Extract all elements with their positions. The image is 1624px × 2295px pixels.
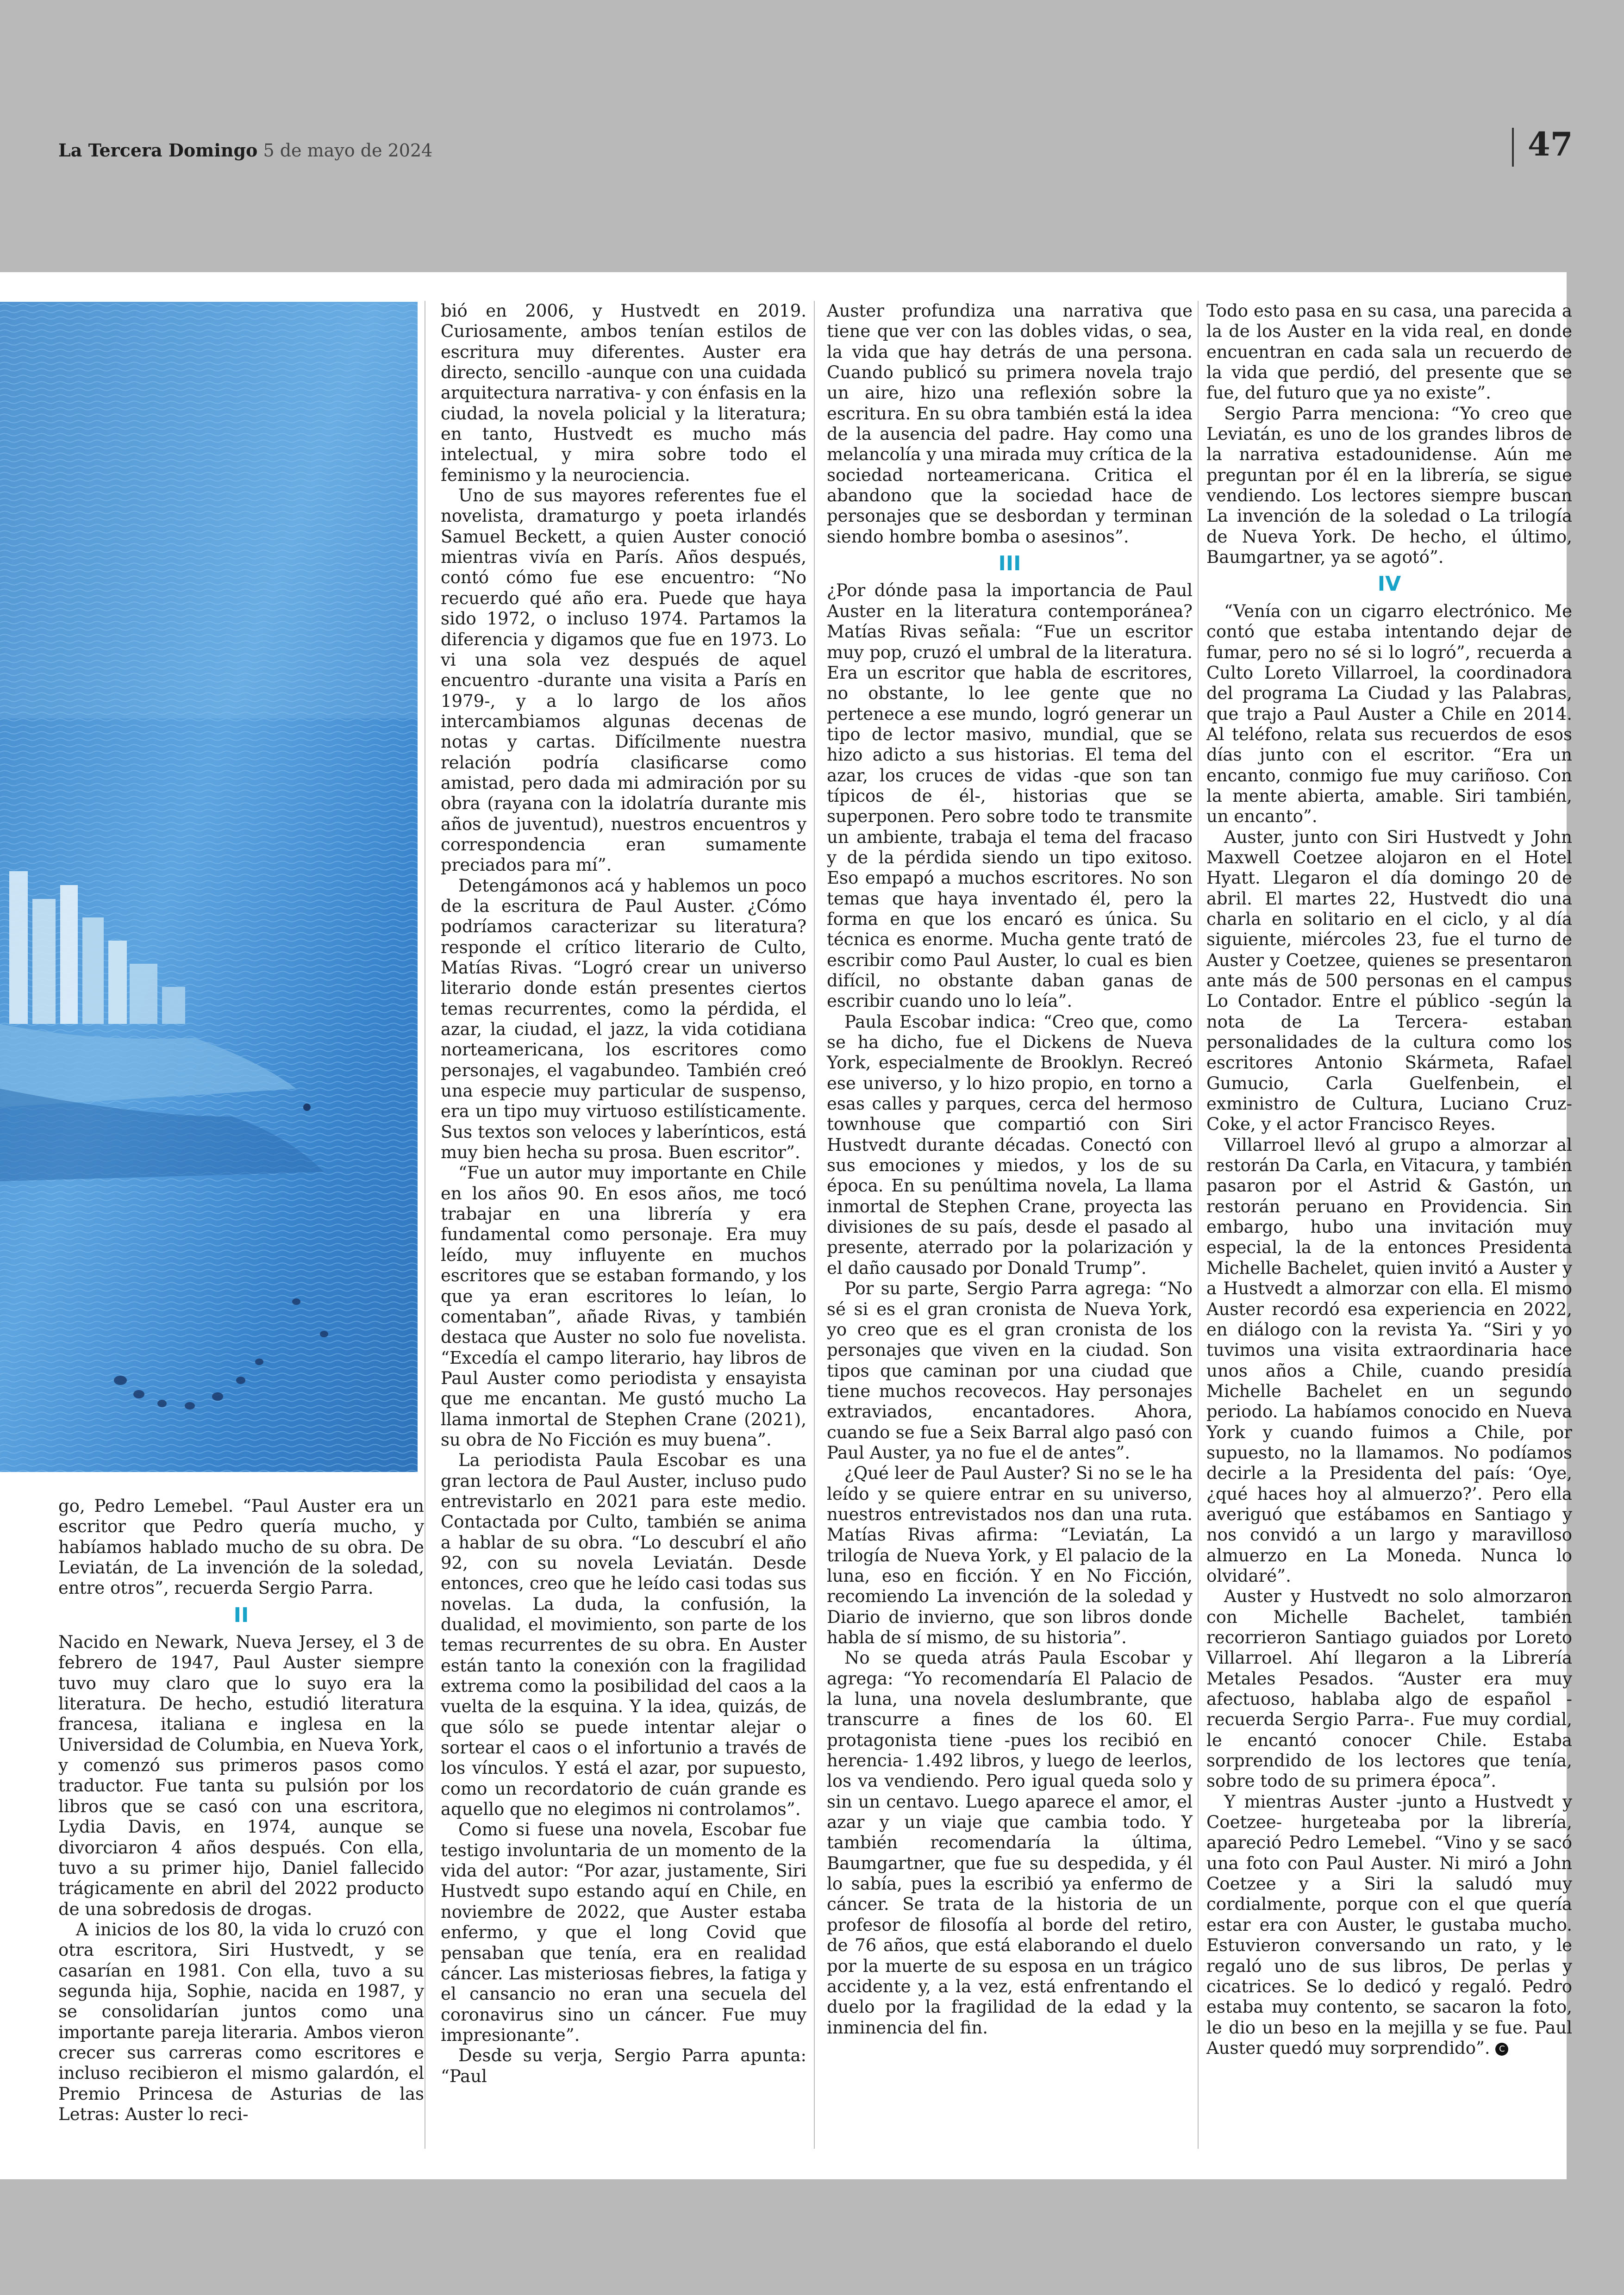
article-paragraph: Por su parte, Sergio Parra agrega: “No sé si es el gran cronista de Nueva York, yo creo que es el gran cronista de los personajes que viven en la ciudad. Son tipos que caminan por una ciudad que tiene muchos recovecos. Hay personajes extraviados, encantadores. Ahora, cuando se fue a Seix Barral algo pasó con Paul Auster, ya no fue el de antes”. [827,1278,1193,1463]
article-paragraph: La periodista Paula Escobar es una gran lectora de Paul Auster, incluso pudo entrevistarlo en 2021 para este medio. Contactada por Culto, también se anima a hablar de su obra. “Lo descubrí el año 92, con su novela Leviatán. Desde entonces, creo que he leído casi todas sus novelas. La duda, la confusión, la dualidad, el movimiento, son parte de los temas recurrentes de su obra. En Auster están tanto la conexión con la fragilidad extrema como la posibilidad del caos a la vuelta de la esquina. Y la idea, quizás, de que sólo se puede intentar alejar o sortear el caos o el infortunio a través de los vínculos. Y está el azar, por supuesto, como un recordatorio de cuán grande es aquello que no elegimos ni controlamos”. [441,1450,806,1820]
article-paragraph: Todo esto pasa en su casa, una parecida a la de los Auster en la vida real, en donde encuentran en cada sala un recuerdo de la vida que perdió, del presente que se fue, del futuro que ya no existe”. [1206,301,1572,403]
publication-header [58,140,432,161]
article-paragraph: “Fue un autor muy importante en Chile en los años 90. En esos años, me tocó trabajar en una librería y era fundamental como personaje. Era muy leído, muy influyente en muchos escritores que se estaban formando, y los que ya eran escritores lo leían, lo comentaban”, añade Rivas, y también destaca que Auster no solo fue novelista. “Excedía el campo literario, hay libros de Paul Auster como periodista y ensayista que me encantan. Me gustó mucho La llama inmortal de Stephen Crane (2021), su obra de No Ficción es muy buena”. [441,1163,806,1450]
city-skyline-illustration [0,302,418,1472]
article-paragraph: Villarroel llevó al grupo a almorzar al restorán Da Carla, en Vitacura, y también pasaron por el Astrid & Gastón, un restorán peruano en Providencia. Sin embargo, hubo una invitación muy especial, la de la entonces Presidenta Michelle Bachelet, quien invitó a Auster y a Hustvedt a almorzar con ella. El mismo Auster recordó esa experiencia en 2022, en diálogo con la revista Ya. “Siri y yo tuvimos una visita extraordinaria hace unos años a Chile, cuando presidía Michelle Bachelet en un segundo periodo. La habíamos conocido en Nueva York y cuando fuimos a Chile, por supuesto, no la llamamos. No podíamos decirle a la Presidenta del país: ‘Oye, ¿qué haces hoy al almuerzo?’. Pero ella averiguó que estábamos en Santiago y nos convidó a un largo y maravilloso almuerzo en La Moneda. Nunca lo olvidaré”. [1206,1135,1572,1586]
article-paragraph: go, Pedro Lemebel. “Paul Auster era un escritor que Pedro quería mucho, y habíamos hablado mucho de su obra. De Leviatán, de La invención de la soledad, entre otros”, recuerda Sergio Parra. [58,1496,424,1598]
article-paragraph: bió en 2006, y Hustvedt en 2019. Curiosamente, ambos tenían estilos de escritura muy diferentes. Auster era directo, sencillo -aunque con una cuidada arquitectura narrativa- y con énfasis en la ciudad, la novela policial y la literatura; en tanto, Hustvedt es mucho más intelectual, y mira sobre todo el feminismo y la neurociencia. [441,301,806,485]
article-paragraph: ¿Qué leer de Paul Auster? Si no se le ha leído y se quiere entrar en su universo, nuestros entrevistados nos dan una ruta. Matías Rivas afirma: “Leviatán, La trilogía de Nueva York, y El palacio de la luna, eso en ficción. Y en No Ficción, recomiendo La invención de la soledad y Diario de invierno, que son libros donde habla de sí mismo, de su historia”. [827,1463,1193,1647]
article-paragraph: Uno de sus mayores referentes fue el novelista, dramaturgo y poeta irlandés Samuel Beckett, a quien Auster conoció mientras vivía en París. Años después, contó cómo fue ese encuentro: “No recuerdo qué año era. Puede que haya sido 1972, o incluso 1974. Partamos la diferencia y digamos que fue en 1973. Lo vi una sola vez después de aquel encuentro -durante una visita a París en 1979-, y a lo largo de los años intercambiamos algunas decenas de notas y cartas. Difícilmente nuestra relación podría clasificarse como amistad, pero dada mi admiración por su obra (rayana con la idolatría durante mis años de juventud), nuestros encuentros y correspondencia eran sumamente preciados para mí”. [441,486,806,875]
article-paragraph: Auster y Hustvedt no solo almorzaron con Michelle Bachelet, también recorrieron Santiago guiados por Loreto Villarroel. Ahí llegaron a la Librería Metales Pesados. “Auster era muy afectuoso, hablaba algo de español -recuerda Sergio Parra-. Fue muy cordial, le encantó conocer Chile. Estaba sorprendido de los lectores que tenía, sobre todo de su primera época”. [1206,1586,1572,1791]
article-paragraph: Auster, junto con Siri Hustvedt y John Maxwell Coetzee alojaron en el Hotel Hyatt. Llegaron el día domingo 20 de abril. El martes 22, Hustvedt dio una charla en solitario en el ciclo, y al día siguiente, miércoles 23, fue el turno de Auster y Coetzee, quienes se presentaron ante más de 500 personas en el campus Lo Contador. Entre el público -según la nota de La Tercera- estaban personalidades de la cultura como los escritores Antonio Skármeta, Rafael Gumucio, Carla Guelfenbein, el exministro de Cultura, Luciano Cruz-Coke, y el actor Francisco Reyes. [1206,827,1572,1135]
article-paragraph: Nacido en Newark, Nueva Jersey, el 3 de febrero de 1947, Paul Auster siempre tuvo muy claro que lo suyo era la literatura. De hecho, estudió literatura francesa, italiana e inglesa en la Universidad de Columbia, en Nueva York, y comenzó sus primeros pasos como traductor. Fue tanta su pulsión por los libros que se casó con una escritora, Lydia Davis, en 1974, aunque se divorciaron 4 años después. Con ella, tuvo a su primer hijo, Daniel fallecido trágicamente en abril del 2022 producto de una sobredosis de drogas. [58,1632,424,1919]
article-paragraph: A inicios de los 80, la vida lo cruzó con otra escritora, Siri Hustvedt, y se casarían en 1981. Con ella, tuvo a su segunda hija, Sophie, nacida en 1987, y se consolidarían juntos como una importante pareja literaria. Ambos vieron crecer sus carreras como escritores e incluso recibieron el mismo galardón, el Premio Princesa de Asturias de las Letras: Auster lo reci- [58,1919,424,2124]
article-paragraph: Paula Escobar indica: “Creo que, como se ha dicho, fue el Dickens de Nueva York, especialmente de Brooklyn. Recreó ese universo, y lo hizo propio, en torno a esas calles y parques, cerca del hermoso townhouse que compartió con Siri Hustvedt durante décadas. Conectó con sus emociones y miedos, y los de su época. En su penúltima novela, La llama inmortal de Stephen Crane, proyecta las divisiones de su país, desde el pasado al presente, aterrado por la polarización y el daño causado por Donald Trump”. [827,1011,1193,1278]
header-divider [1512,128,1514,167]
end-of-article-icon: C [1495,2043,1508,2056]
article-paragraph: No se queda atrás Paula Escobar y agrega: “Yo recomendaría El Palacio de la luna, una novela deslumbrante, que transcurre a fines de los 60. El protagonista tiene -pues los recibió en herencia- 1.492 libros, y luego de leerlos, los va vendiendo. Pero igual queda solo y sin un centavo. Luego aparece el amor, el azar y un viaje que cambia todo. Y también recomendaría la última, Baumgartner, que fue su despedida, y él lo sabía, pues la escribió ya enfermo de cáncer. Se trata de la historia de un profesor de filosofía al borde del retiro, de 76 años, que está elaborando el duelo por la muerte de su esposa en un trágico accidente y, a la vez, está enfrentando el duelo por la fragilidad de la edad y la inminencia del fin. [827,1648,1193,2038]
article-column-4 [1206,301,1572,2149]
article-paragraph: Sergio Parra menciona: “Yo creo que Leviatán, es uno de los grandes libros de la narrativa estadounidense. Aún me preguntan por él en la librería, se sigue vendiendo. Los lectores siempre buscan La invención de la soledad o La trilogía de Nueva York. De hecho, el último, Baumgartner, ya se agotó”. [1206,403,1572,568]
article-paragraph: Desde su verja, Sergio Parra apunta: “Paul [441,2046,806,2086]
page-number: 47 [1528,125,1573,163]
section-numeral: IV [1377,572,1401,596]
section-numeral: III [998,552,1021,576]
publication-name: La Tercera Domingo [58,140,258,161]
article-paragraph: “Venía con un cigarro electrónico. Me contó que estaba intentando dejar de fumar, pero no sé si lo logró”, recuerda a Culto Loreto Villarroel, la coordinadora del programa La Ciudad y las Palabras, que trajo a Paul Auster a Chile en 2014. Al teléfono, relata sus recuerdos de esos días junto con el escritor. “Era un encanto, conmigo fue muy cariñoso. Con la mente abierta, amable. Siri también, un encanto”. [1206,601,1572,827]
section-numeral: II [233,1603,249,1627]
article-column-1 [58,1496,424,2149]
article-column-2 [441,301,806,2149]
article-paragraph: Y mientras Auster -junto a Hustvedt y Coetzee- hurgeteaba por la librería, apareció Pedro Lemebel. “Vino y se sacó una foto con Paul Auster. Ni miró a John Coetzee y a Siri la saludó muy cordialmente, porque con el que quería estar era con Auster, le gustaba mucho. Estuvieron conversando un rato, y le regaló uno de sus libros, De perlas y cicatrices. Se lo dedicó y regaló. Pedro estaba muy contento, se sacaron la foto, le dio un beso en la mejilla y se fue. Paul Auster quedó muy sorprendido”. C [1206,1791,1572,2058]
article-paragraph: Auster profundiza una narrativa que tiene que ver con las dobles vidas, o sea, la vida que hay detrás de una persona. Cuando publicó su primera novela trajo un aire, hizo una reflexión sobre la escritura. En su obra también está la idea de la ausencia del padre. Hay como una melancolía y una mirada muy crítica de la sociedad norteamericana. Critica el abandono que la sociedad hace de personajes que se desbordan y terminan siendo hombre bomba o asesinos”. [827,301,1193,547]
article-column-3 [827,301,1193,2149]
article-paragraph: Como si fuese una novela, Escobar fue testigo involuntaria de un momento de la vida del autor: “Por azar, justamente, Siri Hustvedt supo estando aquí en Chile, en noviembre de 2022, que Auster estaba enfermo, y que el long Covid que pensaban que tenía, era en realidad cáncer. Las misteriosas fiebres, la fatiga y el cansancio no eran una secuela del coronavirus sino un cáncer. Fue muy impresionante”. [441,1820,806,2045]
article-paragraph: Detengámonos acá y hablemos un poco de la escritura de Paul Auster. ¿Cómo podríamos caracterizar su literatura? responde el crítico literario de Culto, Matías Rivas. “Logró crear un universo literario donde están presentes ciertos temas recurrentes, como la pérdida, el azar, la ciudad, el jazz, la vida cotidiana norteamericana, los escritores como personajes, el vagabundeo. También creó una especie muy particular de suspenso, era un tipo muy virtuoso estilísticamente. Sus textos son veloces y laberínticos, está muy bien hecha su prosa. Buen escritor”. [441,875,806,1163]
column-divider [814,301,815,2149]
article-paragraph: ¿Por dónde pasa la importancia de Paul Auster en la literatura contemporánea? Matías Rivas señala: “Fue un escritor muy pop, cruzó el umbral de la literatura. Era un escritor que habla de escritores, no obstante, lo lee gente que no pertenece a ese mundo, logró generar un tipo de lector masivo, mundial, que se hizo adicto a sus historias. El tema del azar, los cruces de vidas -que son tan típicos de él-, historias que se superponen. Pero sobre todo te transmite un ambiente, trabaja el tema del fracaso y de la pérdida siendo un tipo exitoso. Eso empapó a muchos escritores. No son temas que haya inventado él, pero la forma en que los encaró es única. Su técnica es enorme. Mucha gente trató de escribir como Paul Auster, lo cual es bien difícil, no obstante daban ganas de escribir cuando uno lo leía”. [827,580,1193,1011]
column-divider [1198,301,1199,2149]
watercolor-painting [0,302,418,1472]
publication-date: 5 de mayo de 2024 [263,140,433,161]
